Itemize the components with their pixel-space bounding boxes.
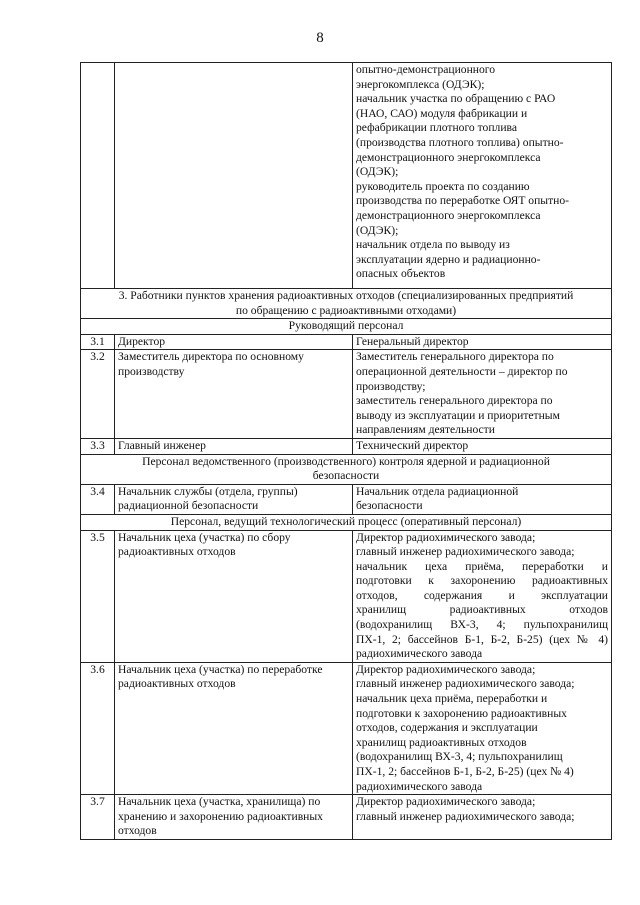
section-3-title — [81, 289, 612, 319]
cell-text-line: начальник цеха приёма, переработки и — [356, 559, 608, 573]
table-row — [81, 662, 612, 794]
cell-text-line: Начальник цеха (участка, хранилища) по — [118, 795, 321, 809]
cell-text-line: производства по переработке ОЯТ опытно- — [356, 194, 570, 208]
table-row — [81, 484, 612, 514]
cell-equivalent-continuation — [353, 63, 612, 289]
section-3-title-line-1: 3. Работники пунктов хранения радиоактивных отходов (специализированных предприятий — [118, 289, 574, 302]
cell-text-line: опасных объектов — [356, 267, 446, 281]
position-cell — [115, 350, 353, 439]
cell-text-line: отходов, содержания и эксплуатации — [356, 721, 538, 735]
equivalent-cell — [353, 530, 612, 662]
table-row — [81, 350, 612, 439]
cell-text-line: эксплуатации ядерно и радиационно- — [356, 252, 541, 266]
cell-position-empty — [115, 63, 353, 289]
cell-text-line: Начальник цеха (участка) по сбору — [118, 530, 291, 544]
equivalent-cell — [353, 795, 612, 840]
cell-text-line: радиохимического завода — [356, 647, 483, 661]
cell-text-line: радиоактивных отходов — [118, 545, 236, 559]
row-number: 3.6 — [81, 662, 115, 794]
cell-text-line: Генеральный директор — [356, 334, 469, 348]
cell-text-line: Директор радиохимического завода; — [356, 662, 536, 676]
cell-text-line: главный инженер радиохимического завода; — [356, 545, 575, 559]
group-control-heading — [81, 454, 612, 484]
cell-text-line: ПХ-1, 2; бассейнов Б-1, Б-2, Б-25) (цех № 4) — [356, 765, 574, 778]
cell-text-line: подготовки к захоронению радиоактивных — [356, 574, 608, 588]
equivalent-cell — [353, 484, 612, 514]
group-management-heading: Руководящий персонал — [81, 319, 612, 335]
position-cell — [115, 530, 353, 662]
cell-text-line: демонстрационного энергокомплекса — [356, 150, 541, 164]
cell-text-line: начальник участка по обращению с РАО — [356, 92, 556, 106]
cell-text-line: радиохимического завода — [356, 779, 483, 793]
cell-text-line: Начальник отдела радиационной — [356, 484, 519, 498]
cell-text-line: Заместитель директора по основному — [118, 350, 304, 364]
equivalent-cell — [353, 350, 612, 439]
group-heading-row — [81, 319, 612, 335]
cell-number-empty — [81, 63, 115, 289]
cell-text-line: (ОДЭК); — [356, 223, 399, 237]
cell-text-line: заместитель генерального директора по — [356, 394, 553, 408]
position-cell — [115, 484, 353, 514]
cell-text-line: начальник цеха приёма, переработки и — [356, 692, 548, 706]
cell-text-line: начальник отдела по выводу из — [356, 238, 510, 252]
cell-text-line: руководитель проекта по созданию — [356, 179, 530, 193]
group-heading-row — [81, 514, 612, 530]
table-row — [81, 438, 612, 454]
position-cell — [115, 662, 353, 794]
cell-text-line: (водохранилищ ВХ-3, 4; пульпохранилищ — [356, 618, 608, 632]
table-row — [81, 530, 612, 662]
cell-text-line: радиационной безопасности — [118, 499, 259, 513]
equivalent-cell — [353, 438, 612, 454]
cell-text-line: отходов — [118, 824, 157, 838]
row-number: 3.2 — [81, 350, 115, 439]
row-number: 3.5 — [81, 530, 115, 662]
group-control-line-2: безопасности — [312, 469, 380, 483]
cell-text-line: производству; — [356, 379, 426, 393]
positions-table — [80, 62, 612, 840]
cell-text-line: операционной деятельности – директор по — [356, 364, 568, 378]
row-number: 3.7 — [81, 795, 115, 840]
row-number: 3.1 — [81, 334, 115, 350]
cell-text-line: хранилищ радиоактивных отходов — [356, 603, 608, 617]
cell-text-line: опытно-демонстрационного — [356, 63, 496, 76]
cell-text-line: главный инженер радиохимического завода; — [356, 809, 575, 823]
cell-text-line: (производства плотного топлива) опытно- — [356, 135, 564, 149]
position-cell — [115, 795, 353, 840]
cell-text-line: хранению и захоронению радиоактивных — [118, 809, 323, 823]
equivalent-cell — [353, 662, 612, 794]
cell-text-line: энергокомплекса (ОДЭК); — [356, 77, 485, 91]
row-number: 3.4 — [81, 484, 115, 514]
cell-text-line: хранилищ радиоактивных отходов — [356, 735, 527, 749]
table-row — [81, 334, 612, 350]
equivalent-cell — [353, 334, 612, 350]
cell-text-line: ПХ-1, 2; бассейнов Б-1, Б-2, Б-25) (цех № 4) — [356, 632, 608, 646]
cell-text-line: Директор — [118, 334, 166, 348]
section-heading-row — [81, 289, 612, 319]
cell-text-line: выводу из эксплуатации и приоритетным — [356, 408, 560, 422]
position-cell — [115, 334, 353, 350]
table-row — [81, 795, 612, 840]
cell-text-line: рефабрикации плотного топлива — [356, 121, 517, 135]
cell-text-line: безопасности — [356, 499, 423, 513]
cell-text-line: производству — [118, 364, 185, 378]
cell-text-line: направлениям деятельности — [356, 423, 495, 437]
page-number: 8 — [316, 30, 324, 46]
position-cell — [115, 438, 353, 454]
cell-text-line: подготовки к захоронению радиоактивных — [356, 706, 567, 720]
cell-text-line: Директор радиохимического завода; — [356, 795, 536, 809]
cell-text-line: Директор радиохимического завода; — [356, 530, 536, 544]
group-operations-heading: Персонал, ведущий технологический процесс (оперативный персонал) — [81, 514, 612, 530]
cell-text-line: Заместитель генерального директора по — [356, 350, 554, 364]
cell-text-line: отходов, содержания и эксплуатации — [356, 588, 608, 602]
cell-text-line: радиоактивных отходов — [118, 677, 236, 691]
group-control-line-1: Персонал ведомственного (производственного) контроля ядерной и радиационной — [142, 454, 550, 468]
cell-text-line: (ОДЭК); — [356, 165, 399, 179]
cell-text-line: демонстрационного энергокомплекса — [356, 208, 541, 222]
row-number: 3.3 — [81, 438, 115, 454]
table-row-continuation — [81, 63, 612, 289]
cell-text-line: Главный инженер — [118, 438, 206, 452]
section-3-title-line-2: по обращению с радиоактивными отходами) — [235, 303, 457, 317]
cell-text-line: Начальник цеха (участка) по переработке — [118, 662, 323, 676]
group-heading-row — [81, 454, 612, 484]
cell-text-line: главный инженер радиохимического завода; — [356, 677, 575, 691]
cell-text-line: (водохранилищ ВХ-3, 4; пульпохранилищ — [356, 750, 563, 764]
cell-text-line: Технический директор — [356, 438, 469, 452]
cell-text-line: (НАО, САО) модуля фабрикации и — [356, 106, 528, 120]
cell-text-line: Начальник службы (отдела, группы) — [118, 484, 298, 498]
